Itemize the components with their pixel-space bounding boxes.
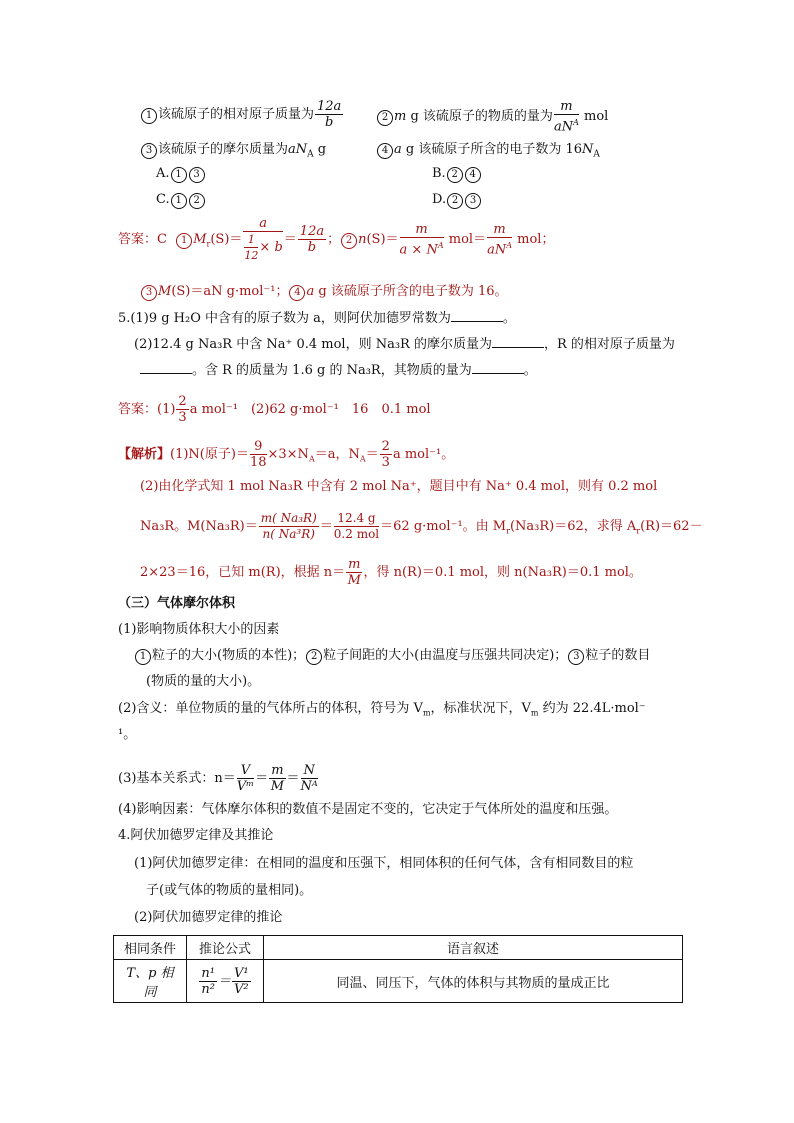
analysis-line-3: Na₃R。M(Na₃R)＝ $\frac{\text{m( Na₃R)}}{\text{n( Na³R)}}$ ＝ $\frac{12.4 g}{\text{0.2 mol}}$ ＝62 g·mol⁻¹。由 $M_r(Na_3R)=62$，求得 $A_r(R)=62-$ (140, 511, 703, 541)
circled-3: 3 (141, 143, 157, 159)
s4-line-3: (2)阿伏加德罗定律的推论 (134, 910, 283, 925)
s3-item-4: (4)影响因素：气体摩尔体积的数值不是固定不变的，它决定于气体所处的温度和压强。 (118, 802, 618, 817)
s3-item-1: (1)影响物质体积大小的因素 (118, 622, 280, 637)
s3-item-1-body-cont: (物质的量的大小)。 (146, 674, 261, 689)
s4-line-1: (1)阿伏加德罗定律：在相同的温度和压强下，相同体积的任何气体，含有相同数目的粒 (134, 856, 634, 871)
s4-line-2: 子(或气体的物质的量相同)。 (146, 883, 313, 898)
analysis-line-2: (2)由化学式知 1 mol Na₃R 中含有 2 mol Na⁺，题目中有 Na⁺ 0.4 mol，则有 0.2 mol (140, 479, 658, 494)
option-2: 2 m g 该硫原子的物质的量为 $\frac{m}{aN^A}$ mol (376, 99, 608, 134)
fraction: $\frac{12a}{b}$ (317, 99, 342, 130)
inference-table (113, 935, 683, 1003)
answer-blank (472, 361, 524, 374)
section-title: （三）气体摩尔体积 (118, 596, 236, 611)
fraction: $\frac{m}{aN^A}$ (553, 99, 579, 135)
q5-line-1: 5.(1)9 g H₂O 中含有的原子数为 a，则阿伏加德罗常数为 。 (118, 311, 516, 326)
analysis-line-4: 2×23＝16，已知 m(R)，根据 n＝ $\frac{m}{M}$ ，得 n(R)＝0.1 mol，则 n(Na₃R)＝0.1 mol。 (140, 557, 642, 588)
table-cell: 同温、同压下，气体的体积与其物质的量成正比 (264, 960, 683, 1003)
s3-item-1-body: 1 粒子的大小(物质的本性)； 2 粒子间距的大小(由温度与压强共同决定)； 3 粒子的数目 (134, 647, 650, 665)
q5-answer: 答案：(1) $\frac{2}{3}$ a mol⁻¹ (2)62 g·mol⁻¹ 16 0.1 mol (118, 394, 431, 425)
answer-line-1: 答案：C 1 $M_r(S)=$ a $\frac{1}{12}$ × b ＝ $\frac{12a}{b}$ ； 2 n(S)＝ $\frac{m}{a \times N^A}$ mol＝ $\frac{m}{aN^A}$ mol； (118, 216, 555, 262)
answer-blank (492, 335, 544, 348)
circled-1: 1 (141, 108, 157, 124)
s3-item-3: (3)基本关系式：n＝ $\frac{V}{\text{Vᵐ}}$ ＝ $\frac{m}{M}$ ＝ $\frac{N}{\text{Nᴬ}}$ (118, 763, 318, 794)
analysis-line-1: 【解析】(1)N(原子)＝ $\frac{9}{18}$ $\times 3\times N_A=a$，$N_A=$ $\frac{2}{3}$ a mol⁻¹。 (118, 439, 455, 470)
table-header: 推论公式 (187, 936, 264, 960)
answer-blank (140, 361, 192, 374)
option-3: 3 该硫原子的摩尔质量为$aN_A$ g (140, 141, 326, 164)
table-header: 语言叙述 (264, 936, 683, 960)
option-4: 4 a g 该硫原子所含的电子数为 $16N_A$ (376, 141, 600, 164)
answer-blank (451, 309, 503, 322)
circled-2: 2 (377, 110, 393, 126)
option-1: 1 该硫原子的相对原子质量为 $\frac{12a}{b}$ (140, 99, 344, 130)
choice-c: C. 1 2 (156, 191, 206, 209)
section-4-title: 4.阿伏加德罗定律及其推论 (118, 828, 274, 843)
choice-d: D. 2 3 (432, 191, 482, 209)
choice-a: A. 1 3 (156, 165, 206, 183)
q5-line-3: 。含 R 的质量为 1.6 g 的 Na₃R，其物质的量为 。 (140, 361, 537, 380)
choice-b: B. 2 4 (432, 165, 482, 183)
table-row (114, 960, 683, 1003)
table-cell: T、p 相同 (114, 960, 187, 1003)
s3-item-2: (2)含义：单位物质的量的气体所占的体积，符号为 $V_m$，标准状况下，$V_m$ 约为 22.4L·mol⁻ (118, 701, 646, 718)
table-header-row (114, 936, 683, 960)
s3-item-2-cont: ¹。 (118, 727, 137, 742)
circled-4: 4 (377, 143, 393, 159)
q5-line-2: (2)12.4 g Na₃R 中含 Na⁺ 0.4 mol，则 Na₃R 的摩尔质量为 ，R 的相对原子质量为 (134, 337, 675, 352)
answer-line-2: 3 M(S)＝aN g·mol⁻¹； 4 a g 该硫原子所含的电子数为 16。 (140, 283, 508, 301)
table-header: 相同条件 (114, 936, 187, 960)
table-cell: $\frac{\text{n¹}}{\text{n²}}$ ＝ $\frac{\text{V¹}}{\text{V²}}$ (187, 960, 264, 1003)
